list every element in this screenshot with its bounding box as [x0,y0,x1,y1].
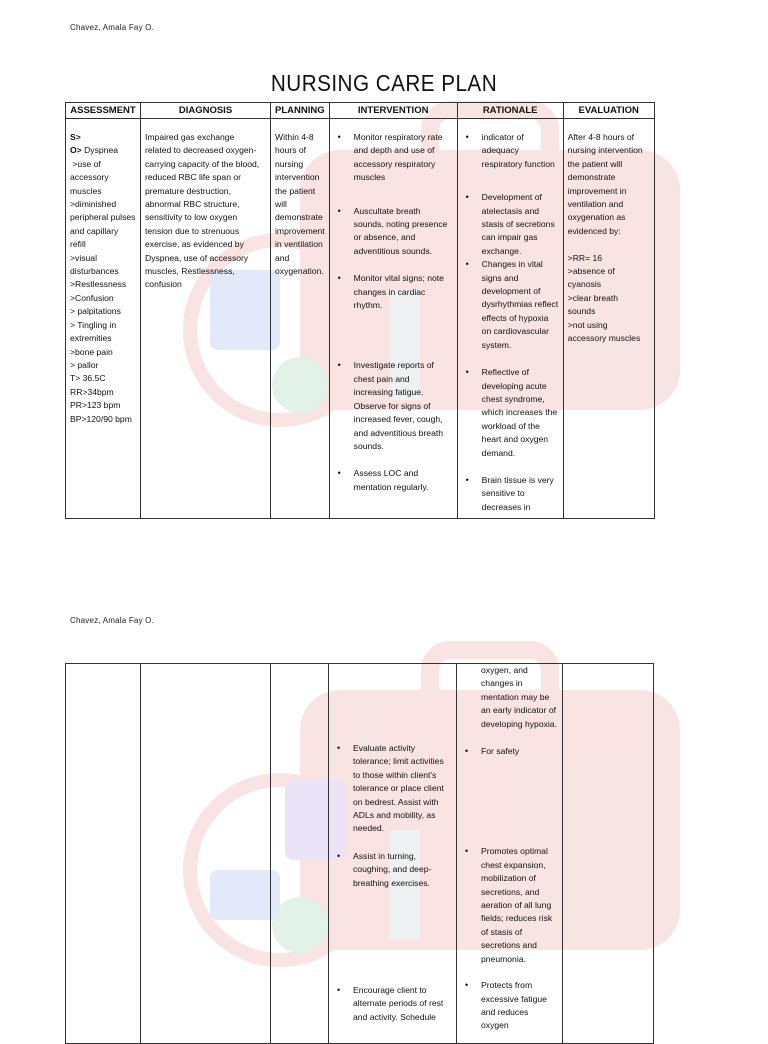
objective-label: O> [70,145,82,156]
intervention-item: • Investigate reports of chest pain and increasing fatigue. Observe for signs of increased fever, cough, and adventitious breath sounds. [334,359,453,453]
diagnosis-cell [141,119,271,519]
planning-cell [271,119,330,519]
rationale-item: • Reflective of developing acute chest syndrome, which increases the workload of the heart and oxygen demand. [462,366,559,460]
header-rationale: RATIONALE [457,103,563,119]
intervention-item: • Assist in turning, coughing, and deep- breathing exercises. [333,850,452,890]
intervention-item: • Auscultate breath sounds, noting presence or absence, and adventitious sounds. [334,205,453,259]
assessment-cell [66,664,141,1044]
care-plan-table [65,102,655,519]
rationale-cell [457,119,563,519]
rationale-continued-text: oxygen, and changes in mentation may be an early indicator of developing hypoxia. [481,665,557,729]
intervention-item: • Evaluate activity tolerance; limit activities to those within client's tolerance or place client on bedrest. Assist with ADLs and mobility, as needed. [333,742,452,836]
header-planning: PLANNING [271,103,330,119]
table-header-row [66,103,655,119]
subjective-label: S> [70,132,81,142]
evaluation-cell [563,119,654,519]
rationale-item: • Development of atelectasis and stasis of secretions can impair gas exchange. [462,191,559,258]
rationale-item: • Promotes optimal chest expansion, mobilization of secretions, and aeration of all lung fields; reduces risk of stasis of secretions and pneumonia. [461,845,558,966]
intervention-item: • Assess LOC and mentation regularly. [334,467,453,494]
evaluation-cell [563,664,654,1044]
intervention-item: • Encourage client to alternate periods of rest and activity. Schedule [333,984,452,1024]
planning-cell [271,664,329,1044]
rationale-item: • Brain tissue is very sensitive to decreases in [462,474,559,514]
assessment-text: Dyspnea >use of accessory muscles >diminished peripheral pulses and capillary refill >visual disturbances >Restlessness >Confusion > palpitations > Tingling in extremities >bone pain > pallor T> 36.5C RR>34bpm PR>123 bpm BP>120/90 bpm [70,145,136,424]
page-title: NURSING CARE PLAN [270,70,498,96]
rationale-item: • indicator of adequacy respiratory function [462,131,559,171]
intervention-cell [329,664,457,1044]
care-plan-table-continued [65,663,654,1044]
rationale-item: • Changes in vital signs and development of dysrhythmias reflect effects of hypoxia on cardiovascular system. [462,258,559,352]
diagnosis-cell [141,664,271,1044]
diagnosis-text: Impaired gas exchange related to decreased oxygen- carrying capacity of the blood, reduced RBC life span or premature destruction, abnormal RBC structure, sensitivity to low oxygen tension due to strenuous exercise, as evidenced by Dyspnea, use of accessory muscles, Restlessness, confusion [145,132,260,290]
assessment-cell [66,119,141,519]
header-diagnosis: DIAGNOSIS [141,103,271,119]
header-evaluation: EVALUATION [563,103,654,119]
header-intervention: INTERVENTION [329,103,457,119]
rationale-item: • For safety [461,745,558,758]
table-row [66,119,655,519]
table-row [66,664,654,1044]
intervention-cell [329,119,457,519]
author-name: Chavez, Amala Fay O. [70,23,155,32]
header-assessment: ASSESSMENT [66,103,141,119]
intervention-item: • Monitor vital signs; note changes in cardiac rhythm. [334,272,453,312]
intervention-item: • Monitor respiratory rate and depth and use of accessory respiratory muscles [334,131,453,185]
rationale-item: • Protects from excessive fatigue and reduces oxygen [461,979,558,1033]
author-name-page2: Chavez, Amala Fay O. [70,616,155,625]
planning-text: Within 4-8 hours of nursing intervention the patient will demonstrate improvement in ventilation and oxygenation. [275,132,325,277]
rationale-cell [457,664,563,1044]
evaluation-text: After 4-8 hours of nursing intervention the patient will demonstrate improvement in ventilation and oxygenation as evidenced by: >RR= 16 >absence of cyanosis >clear breath sounds >not using accessory muscles [567,132,643,344]
